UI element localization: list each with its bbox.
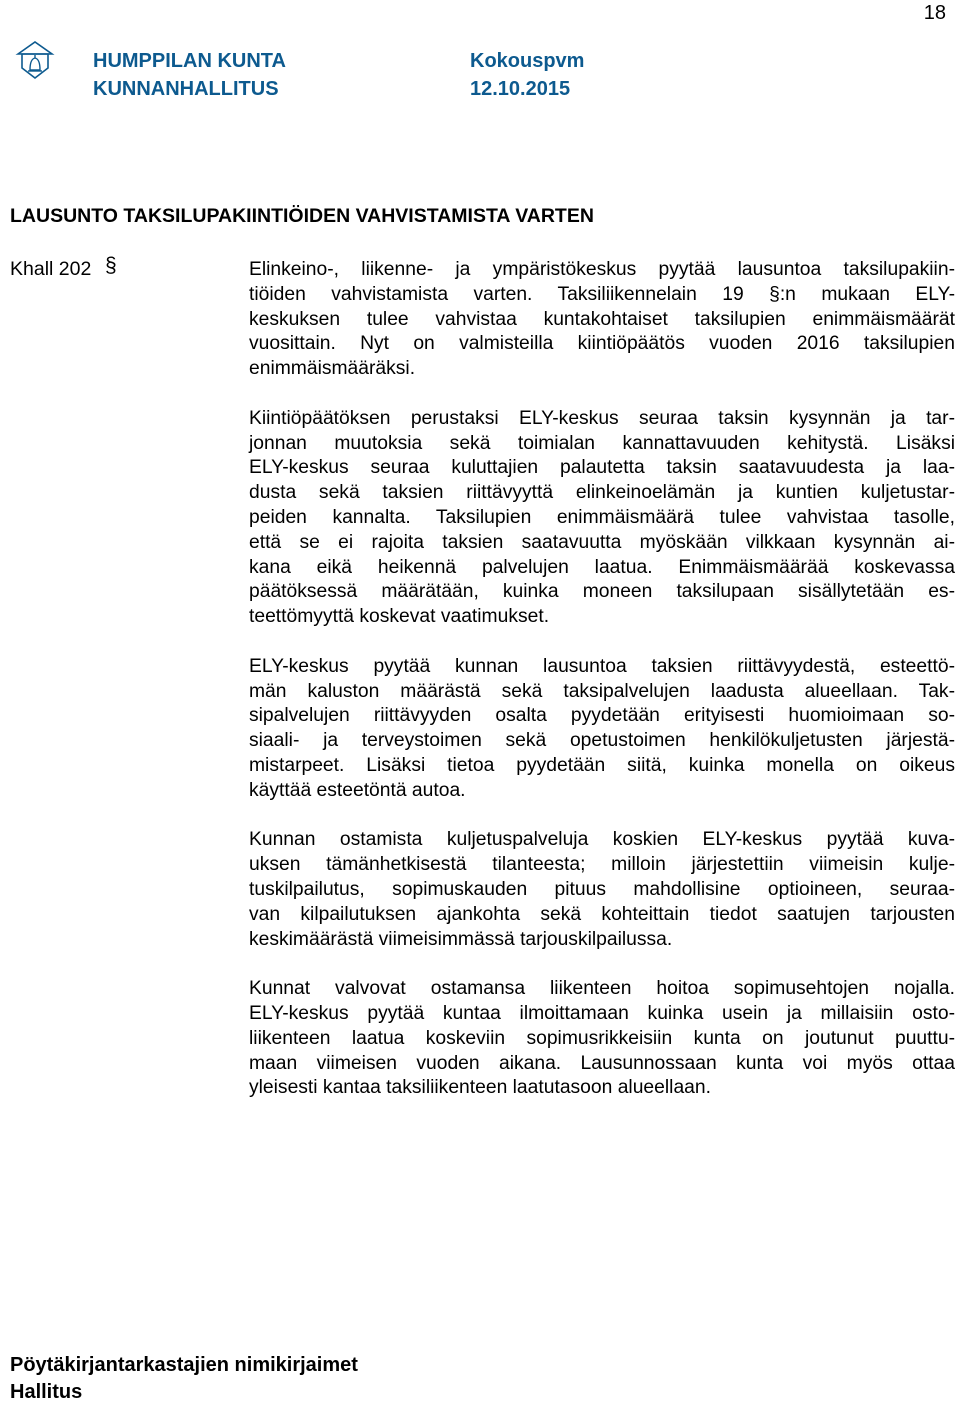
paragraph-statement-request xyxy=(249,655,955,804)
body-line: uksen tämänhetkisestä tilanteesta; milloin järjestettiin viimeisin kulje- xyxy=(249,854,955,876)
municipal-coat-of-arms-icon xyxy=(10,40,60,80)
body-line: sipalvelujen riittävyyden osalta pyydetään erityisesti huomioimaan so- xyxy=(249,705,955,727)
body-line: Kiintiöpäätöksen perustaksi ELY-keskus seuraa taksin kysynnän ja tar- xyxy=(249,407,955,429)
body-line: van kilpailutuksen ajankohta sekä kohteittain tiedot saatujen tarjousten xyxy=(249,903,955,925)
paragraph-request xyxy=(249,258,955,382)
body-line: vuosittain. Nyt on valmisteilla kiintiöpäätös vuoden 2016 taksilupien xyxy=(249,333,955,355)
board-name: KUNNANHALLITUS xyxy=(93,78,279,100)
body-line: siaali- ja terveystoimen sekä opetustoimen henkilökuljetusten järjestä- xyxy=(249,730,955,752)
body-line: keskuksen tulee vahvistaa kuntakohtaiset taksilupien enimmäismäärät xyxy=(249,308,955,330)
body-line: kana eikä heikennä palvelujen laatua. Enimmäismäärää koskevassa xyxy=(249,556,955,578)
body-line: Kunnan ostamista kuljetuspalveluja koskien ELY-keskus pyytää kuva- xyxy=(249,829,955,851)
footer-initials-label: Pöytäkirjantarkastajien nimikirjaimet xyxy=(10,1354,358,1376)
paragraph-basis xyxy=(249,407,955,630)
body-line: dusta sekä taksien riittävyyttä elinkeinoelämän ja kuntien kuljetustar- xyxy=(249,482,955,504)
section-symbol: § xyxy=(105,254,117,277)
body-line: jonnan muutoksia sekä toimialan kannattavuuden kehitystä. Lisäksi xyxy=(249,432,955,454)
body-line: tuskilpailutus, sopimuskauden pituus mahdollisine optioineen, seuraa- xyxy=(249,878,955,900)
page-number: 18 xyxy=(923,2,946,24)
body-line: keskimäärästä viimeisimmässä tarjouskilpailussa. xyxy=(249,928,673,950)
body-line: päätöksessä määrätään, kuinka moneen taksilupaan sisällytetään es- xyxy=(249,581,955,603)
body-line: käyttää esteetöntä autoa. xyxy=(249,779,466,801)
body-line: tiöiden vahvistamista varten. Taksiliikennelain 19 §:n mukaan ELY- xyxy=(249,283,955,305)
document-title: LAUSUNTO TAKSILUPAKIINTIÖIDEN VAHVISTAMISTA VARTEN xyxy=(10,205,594,227)
body-line: ELY-keskus pyytää kuntaa ilmoittamaan kuinka usein ja millaisiin osto- xyxy=(249,1002,955,1024)
body-line: että se ei rajoita taksien saatavuutta myöskään vilkkaan kysynnän ai- xyxy=(249,531,955,553)
footer-board-label: Hallitus xyxy=(10,1381,83,1403)
section-id: Khall 202 xyxy=(10,258,92,280)
body-line: peiden kannalta. Taksilupien enimmäismäärä tulee vahvistaa tasolle, xyxy=(249,506,955,528)
body-line: Elinkeino-, liikenne- ja ympäristökeskus pyytää lausuntoa taksilupakiin- xyxy=(249,259,955,280)
body-line: teettömyyttä koskevat vaatimukset. xyxy=(249,606,550,628)
meeting-date-value: 12.10.2015 xyxy=(470,78,571,100)
meeting-date-label: Kokouspvm xyxy=(470,50,585,72)
body-line: liikenteen laatua koskeviin sopimusrikkeisiin kunta on joutunut puuttu- xyxy=(249,1027,955,1049)
body-line: män kaluston määrästä sekä taksipalvelujen laadusta alueellaan. Tak- xyxy=(249,680,955,702)
body-line: enimmäismääräksi. xyxy=(249,358,416,380)
body-line: Kunnat valvovat ostamansa liikenteen hoitoa sopimusehtojen nojalla. xyxy=(249,978,955,1000)
body-line: yleisesti kantaa taksiliikenteen laatutasoon alueellaan. xyxy=(249,1077,711,1099)
organization-header xyxy=(93,47,286,103)
body-line: ELY-keskus pyytää kunnan lausuntoa taksien riittävyydestä, esteettö- xyxy=(249,655,955,677)
paragraph-supervision xyxy=(249,977,955,1101)
paragraph-transport-services xyxy=(249,828,955,952)
body-line: ELY-keskus seuraa kuluttajien palautetta taksin saatavuudesta ja laa- xyxy=(249,457,955,479)
document-body xyxy=(249,258,955,1126)
meeting-date-header xyxy=(470,47,584,103)
body-line: mistarpeet. Lisäksi tietoa pyydetään siitä, kuinka monella on oikeus xyxy=(249,754,955,776)
body-line: maan viimeisen vuoden aikana. Lausunnossaan kunta voi myös ottaa xyxy=(249,1052,955,1074)
municipality-name: HUMPPILAN KUNTA xyxy=(93,50,286,72)
signature-footer xyxy=(10,1352,358,1406)
